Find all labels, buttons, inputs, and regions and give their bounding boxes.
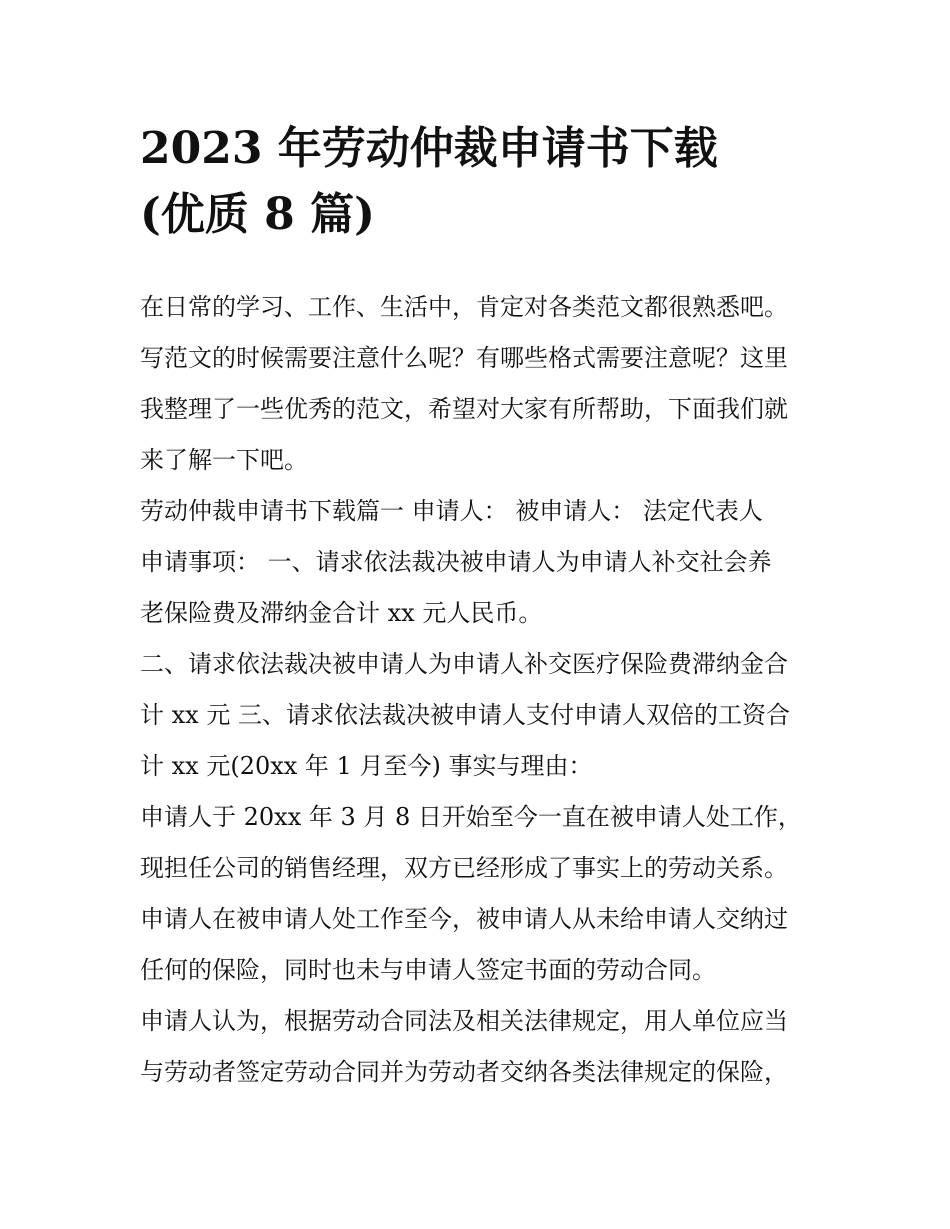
body-line: 任何的保险，同时也未与申请人签定书面的劳动合同。 <box>140 956 716 984</box>
body-line: 来了解一下吧。 <box>140 446 308 474</box>
document-body <box>140 282 820 1098</box>
body-line: 在日常的学习、工作、生活中，肯定对各类范文都很熟悉吧。 <box>140 293 788 321</box>
document-title <box>140 116 820 248</box>
body-line: 申请人认为，根据劳动合同法及相关法律规定，用人单位应当 <box>140 1007 788 1035</box>
body-line: 现担任公司的销售经理，双方已经形成了事实上的劳动关系。 <box>140 854 788 882</box>
body-line: 老保险费及滞纳金合计 xx 元人民币。 <box>140 599 543 627</box>
body-line: 申请事项： 一、请求依法裁决被申请人为申请人补交社会养 <box>140 548 772 576</box>
body-line: 计 xx 元(20xx 年 1 月至今) 事实与理由： <box>140 752 593 780</box>
body-line: 申请人于 20xx 年 3 月 8 日开始至今一直在被申请人处工作， <box>140 803 802 831</box>
body-line: 与劳动者签定劳动合同并为劳动者交纳各类法律规定的保险， <box>140 1058 788 1086</box>
body-line: 写范文的时候需要注意什么呢？有哪些格式需要注意呢？这里 <box>140 344 788 372</box>
body-line: 劳动仲裁申请书下载篇一 申请人： 被申请人： 法定代表人 <box>140 497 763 525</box>
body-line: 计 xx 元 三、请求依法裁决被申请人支付申请人双倍的工资合 <box>140 701 790 729</box>
body-line: 二、请求依法裁决被申请人为申请人补交医疗保险费滞纳金合 <box>140 650 788 678</box>
body-line: 我整理了一些优秀的范文，希望对大家有所帮助，下面我们就 <box>140 395 788 423</box>
title-line-2: (优质 8 篇) <box>140 189 375 240</box>
body-line: 申请人在被申请人处工作至今，被申请人从未给申请人交纳过 <box>140 905 788 933</box>
title-line-1: 2023 年劳动仲裁申请书下载 <box>140 123 718 174</box>
